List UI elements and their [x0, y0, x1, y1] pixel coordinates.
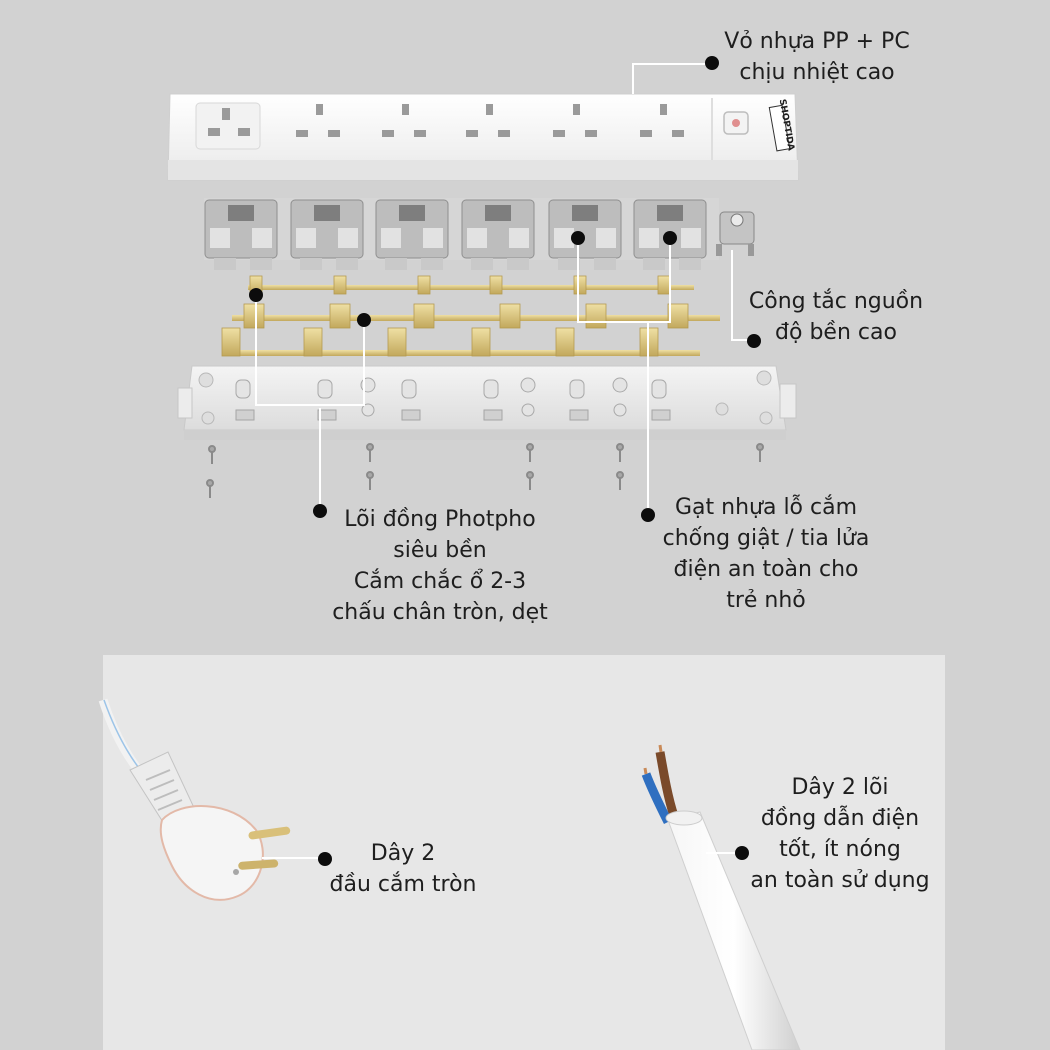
callout-shell-line-1: Vỏ nhựa PP + PC — [724, 29, 910, 54]
callout-shutter-line-1: Gạt nhựa lỗ cắm — [674, 495, 858, 520]
brass-core-strips — [222, 276, 720, 356]
callout-plug-line-2: đầu cắm tròn — [329, 872, 477, 897]
callout-plug-line-1: Dây 2 — [370, 841, 436, 866]
callout-plug — [318, 838, 488, 900]
callout-shutter — [648, 492, 884, 616]
switch-component — [716, 212, 754, 256]
callout-cable-line-2: đồng dẫn điện — [760, 806, 920, 831]
brand-logo-text: SHOPTIDA — [776, 98, 796, 152]
callout-cable-line-3: tốt, ít nóng — [779, 837, 901, 862]
callout-dot-core-2 — [357, 313, 371, 327]
top-shell — [168, 94, 798, 180]
callout-core-line-1: Lõi đồng Photpho — [344, 507, 536, 532]
base-housing — [178, 366, 796, 440]
callout-shell — [712, 26, 922, 88]
callout-shutter-line-2: chống giật / tia lửa — [662, 526, 870, 551]
callout-shutter-line-3: điện an toàn cho — [673, 557, 859, 582]
callout-core — [320, 504, 560, 628]
callout-cable — [740, 772, 940, 896]
screws — [207, 444, 763, 498]
callout-dot-core-1 — [249, 288, 263, 302]
callout-cable-line-1: Dây 2 lõi — [791, 775, 889, 800]
callout-dot-shutter-2 — [663, 231, 677, 245]
callout-cable-line-4: an toàn sử dụng — [750, 868, 930, 893]
callout-dot-shutter-1 — [571, 231, 585, 245]
callout-shell-line-2: chịu nhiệt cao — [739, 60, 895, 85]
callout-core-line-2: siêu bền — [393, 538, 487, 563]
callout-core-line-3: Cắm chắc ổ 2-3 — [353, 569, 527, 594]
callout-shutter-line-4: trẻ nhỏ — [726, 588, 806, 613]
callout-switch — [736, 286, 936, 348]
callout-switch-line-1: Công tắc nguồn — [748, 289, 924, 314]
callout-switch-line-2: độ bền cao — [775, 320, 897, 345]
callout-core-line-4: chấu chân tròn, dẹt — [332, 600, 548, 625]
